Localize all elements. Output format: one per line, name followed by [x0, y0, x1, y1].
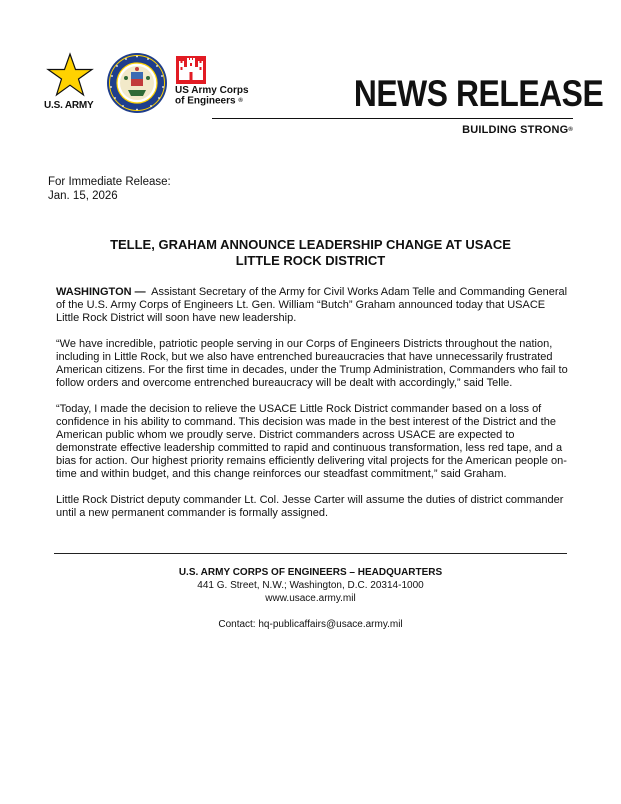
footer-contact-email[interactable]: Contact: hq-publicaffairs@usace.army.mil [218, 619, 403, 630]
dateline: WASHINGTON — [56, 286, 146, 298]
paragraph-1-text: Assistant Secretary of the Army for Civil Works Adam Telle and Commanding General of the U.S. Army Corps of Engineers Lt. Gen. William “Butch” Graham announced today that USACE Little Rock District will soon have new leadership. [56, 286, 568, 324]
tagline-registered-mark: ® [568, 127, 573, 134]
headline-line2: LITTLE ROCK DISTRICT [235, 253, 386, 268]
news-release-title: NEWS RELEASE [353, 73, 604, 114]
footer-website-link[interactable]: www.usace.army.mil [265, 593, 356, 604]
usace-name [175, 86, 249, 107]
paragraph-2: “We have incredible, patriotic people serving in our Corps of Engineers Districts throughout the nation, including in Little Rock, but we also have entrenched bureaucracies that have unnecessarily frustrated American citizens. For the first time in decades, under the Trump Administration, Commanders who fail to follow orders and overcome entrenched bureaucracy will be dealt with accordingly,” said Telle. [56, 338, 568, 389]
department-seal-logo [106, 52, 168, 114]
release-date: Jan. 15, 2026 [48, 190, 118, 202]
paragraph-1 [56, 286, 569, 325]
footer-address: 441 G. Street, N.W.; Washington, D.C. 20314-1000 [197, 580, 424, 591]
footer-divider [54, 553, 567, 554]
tagline [462, 124, 573, 136]
usace-name-line2: of Engineers [175, 95, 236, 107]
army-label: U.S. ARMY [44, 100, 94, 111]
registered-mark: ® [238, 98, 243, 104]
usace-name-line1: US Army Corps [175, 85, 249, 96]
usace-castle-logo [176, 56, 206, 84]
release-info [48, 175, 171, 203]
footer-org: U.S. ARMY CORPS OF ENGINEERS – HEADQUARTERS [178, 567, 443, 578]
headline-line1: TELLE, GRAHAM ANNOUNCE LEADERSHIP CHANGE AT USACE [110, 237, 511, 252]
tagline-text: BUILDING STRONG [462, 124, 569, 136]
header-divider [212, 118, 573, 119]
article-body [56, 286, 569, 533]
paragraph-3: “Today, I made the decision to relieve the USACE Little Rock District commander based on a loss of confidence in his ability to command. This decision was made in the best interest of the District and the American public whom we proudly serve. District commanders across USACE are expected to demonstrate effective leadership committed to rapid and continuous transformation, less red tape, and a bias for action. Our highest priority remains efficiently delivering vital projects for the American people on-time and within budget, and this change reinforces our steadfast commitment,” said Graham. [56, 403, 567, 480]
headline [60, 237, 561, 269]
footer [54, 566, 567, 631]
release-line: For Immediate Release: [48, 176, 171, 188]
paragraph-4: Little Rock District deputy commander Lt. Col. Jesse Carter will assume the duties of district commander until a new permanent commander is formally assigned. [56, 494, 564, 519]
